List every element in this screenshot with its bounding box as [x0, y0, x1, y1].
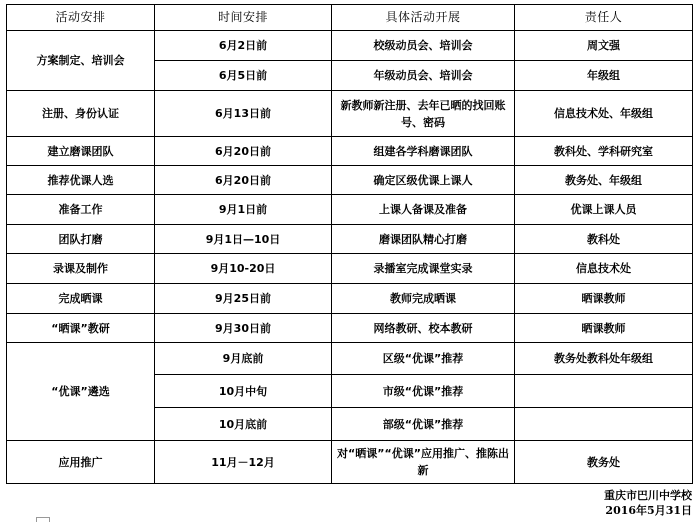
details-cell: 磨课团队精心打磨 — [332, 225, 515, 254]
header-time: 时间安排 — [155, 5, 332, 31]
table-row — [7, 195, 693, 225]
details-cell: 年级动员会、培训会 — [332, 61, 515, 91]
time-cell: 9月底前 — [155, 343, 332, 375]
time-cell: 9月10-20日 — [155, 254, 332, 284]
activity-cell: 录课及制作 — [7, 254, 155, 284]
details-cell: 确定区级优课上课人 — [332, 166, 515, 195]
time-cell: 6月5日前 — [155, 61, 332, 91]
activity-schedule-table — [6, 4, 693, 484]
responsible-cell: 教科处 — [515, 225, 693, 254]
table-row — [7, 31, 693, 61]
responsible-cell: 周文强 — [515, 31, 693, 61]
activity-cell: 建立磨课团队 — [7, 137, 155, 166]
responsible-cell — [515, 375, 693, 408]
school-name: 重庆市巴川中学校 — [604, 489, 692, 502]
details-cell: 录播室完成课堂实录 — [332, 254, 515, 284]
table-row — [7, 137, 693, 166]
responsible-cell: 教科处、学科研究室 — [515, 137, 693, 166]
details-cell: 新教师新注册、去年已晒的找回账号、密码 — [332, 91, 515, 137]
time-cell: 9月1日前 — [155, 195, 332, 225]
activity-cell: 团队打磨 — [7, 225, 155, 254]
details-cell: 组建各学科磨课团队 — [332, 137, 515, 166]
header-activity: 活动安排 — [7, 5, 155, 31]
table-row — [7, 343, 693, 375]
time-cell: 10月底前 — [155, 408, 332, 441]
responsible-cell: 晒课教师 — [515, 314, 693, 343]
activity-cell: 准备工作 — [7, 195, 155, 225]
time-cell: 6月2日前 — [155, 31, 332, 61]
header-row — [7, 5, 693, 31]
time-cell: 9月1日—10日 — [155, 225, 332, 254]
details-cell: 对“晒课”“优课”应用推广、推陈出新 — [332, 441, 515, 484]
header-responsible: 责任人 — [515, 5, 693, 31]
details-cell: 部级“优课”推荐 — [332, 408, 515, 441]
table-row — [7, 225, 693, 254]
activity-cell: 方案制定、培训会 — [7, 31, 155, 91]
time-cell: 6月20日前 — [155, 137, 332, 166]
time-cell: 10月中旬 — [155, 375, 332, 408]
details-cell: 上课人备课及准备 — [332, 195, 515, 225]
header-details: 具体活动开展 — [332, 5, 515, 31]
responsible-cell: 晒课教师 — [515, 284, 693, 314]
table-row — [7, 166, 693, 195]
activity-cell: 注册、身份认证 — [7, 91, 155, 137]
details-cell: 区级“优课”推荐 — [332, 343, 515, 375]
table-row — [7, 441, 693, 484]
activity-cell: “优课”遴选 — [7, 343, 155, 441]
time-cell: 9月25日前 — [155, 284, 332, 314]
table-row — [7, 314, 693, 343]
issue-date: 2016年5月31日 — [605, 504, 692, 517]
responsible-cell: 教务处教科处年级组 — [515, 343, 693, 375]
time-cell: 6月20日前 — [155, 166, 332, 195]
activity-cell: “晒课”教研 — [7, 314, 155, 343]
activity-cell: 完成晒课 — [7, 284, 155, 314]
activity-cell: 应用推广 — [7, 441, 155, 484]
signature-block — [604, 488, 692, 518]
page-corner-mark — [36, 517, 50, 522]
time-cell: 6月13日前 — [155, 91, 332, 137]
activity-cell: 推荐优课人选 — [7, 166, 155, 195]
details-cell: 网络教研、校本教研 — [332, 314, 515, 343]
responsible-cell: 优课上课人员 — [515, 195, 693, 225]
table-row — [7, 284, 693, 314]
time-cell: 9月30日前 — [155, 314, 332, 343]
responsible-cell: 信息技术处、年级组 — [515, 91, 693, 137]
table-row — [7, 254, 693, 284]
responsible-cell: 信息技术处 — [515, 254, 693, 284]
responsible-cell: 教务处 — [515, 441, 693, 484]
table-row — [7, 91, 693, 137]
details-cell: 教师完成晒课 — [332, 284, 515, 314]
responsible-cell: 年级组 — [515, 61, 693, 91]
details-cell: 市级“优课”推荐 — [332, 375, 515, 408]
responsible-cell: 教务处、年级组 — [515, 166, 693, 195]
schedule-body — [7, 5, 693, 484]
details-cell: 校级动员会、培训会 — [332, 31, 515, 61]
responsible-cell — [515, 408, 693, 441]
time-cell: 11月－12月 — [155, 441, 332, 484]
